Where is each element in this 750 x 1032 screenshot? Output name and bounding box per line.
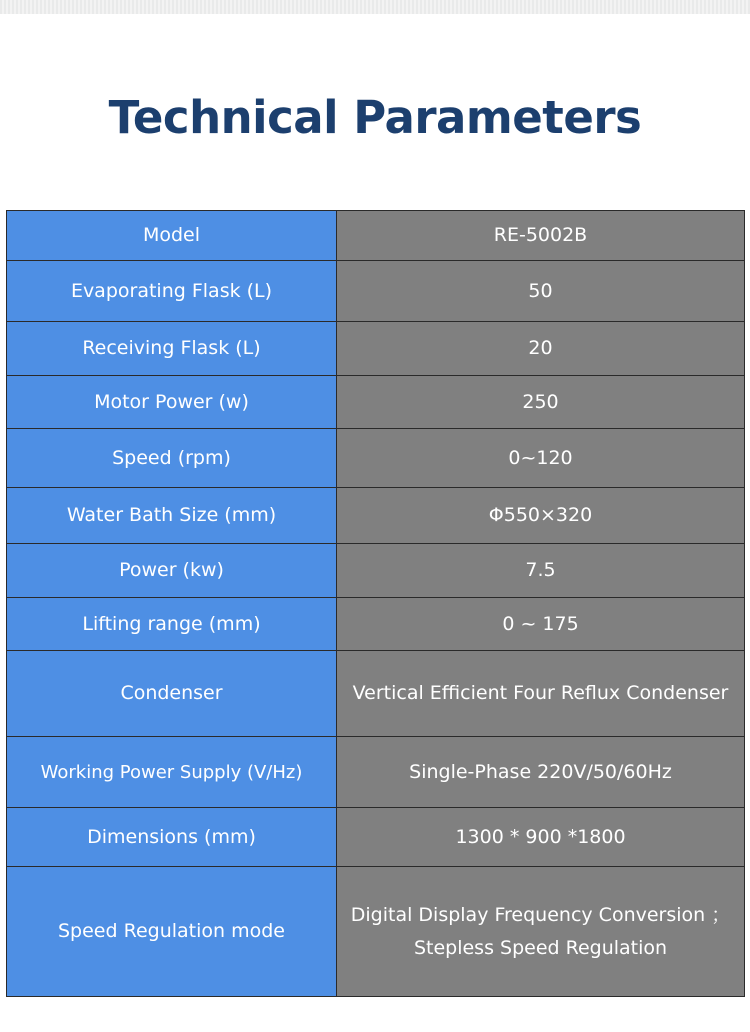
param-label: Dimensions (mm) [7, 808, 337, 867]
param-value: Digital Display Frequency Conversion ；Stepless Speed Regulation [337, 867, 745, 997]
param-label: Model [7, 211, 337, 261]
page-title: Technical Parameters [108, 91, 642, 144]
table-row [7, 376, 745, 429]
table-row [7, 651, 745, 737]
param-value: 7.5 [337, 544, 745, 598]
table-row [7, 322, 745, 376]
param-value: 1300 * 900 *1800 [337, 808, 745, 867]
param-label: Power (kw) [7, 544, 337, 598]
param-label: Speed Regulation mode [7, 867, 337, 997]
param-value: RE-5002B [337, 211, 745, 261]
table-row [7, 429, 745, 488]
param-value: 0~120 [337, 429, 745, 488]
param-label: Condenser [7, 651, 337, 737]
table-row [7, 211, 745, 261]
param-label: Motor Power (w) [7, 376, 337, 429]
table-row [7, 598, 745, 651]
param-value: 50 [337, 261, 745, 322]
param-label: Receiving Flask (L) [7, 322, 337, 376]
table-row [7, 737, 745, 808]
param-label: Lifting range (mm) [7, 598, 337, 651]
param-value: Φ550×320 [337, 488, 745, 544]
parameters-table [6, 210, 745, 997]
table-row [7, 867, 745, 997]
table-row [7, 261, 745, 322]
table-row [7, 808, 745, 867]
param-label: Speed (rpm) [7, 429, 337, 488]
param-value: 250 [337, 376, 745, 429]
table-row [7, 488, 745, 544]
param-label: Water Bath Size (mm) [7, 488, 337, 544]
param-value: 0 ~ 175 [337, 598, 745, 651]
top-decorative-strip [0, 0, 750, 14]
table-row [7, 544, 745, 598]
param-value: Vertical Efficient Four Reflux Condenser [337, 651, 745, 737]
param-label: Working Power Supply (V/Hz) [7, 737, 337, 808]
param-label: Evaporating Flask (L) [7, 261, 337, 322]
param-value: 20 [337, 322, 745, 376]
param-value: Single-Phase 220V/50/60Hz [337, 737, 745, 808]
